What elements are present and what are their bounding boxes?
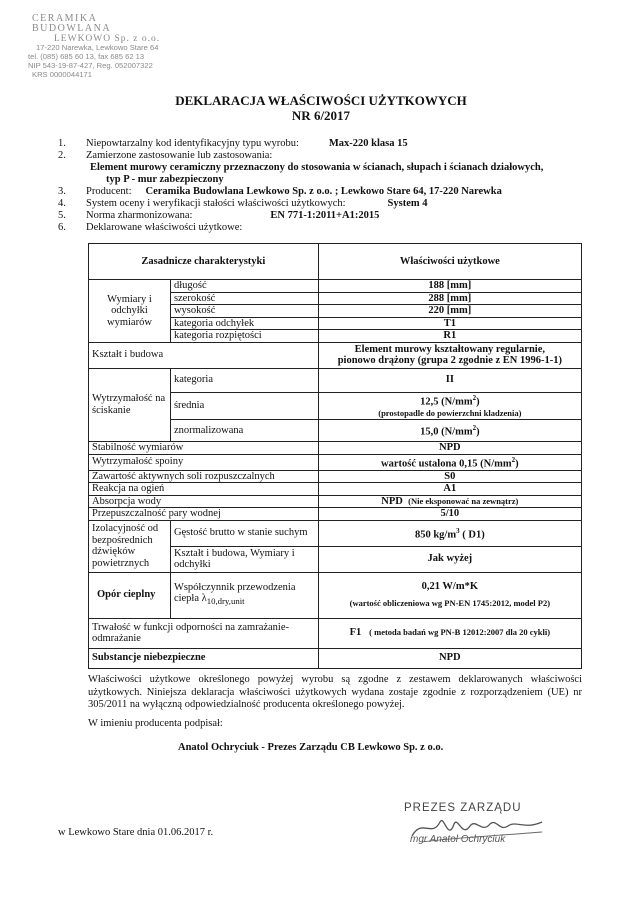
table-row: Wytrzymałość spoiny wartość ustalona 0,15 $(N/mm^2)$ (89, 454, 582, 470)
row-value: NPD (381, 495, 403, 507)
company-stamp (28, 14, 178, 80)
row-note: (Nie eksponować na zewnątrz) (408, 495, 519, 506)
item-label: Producent: (86, 186, 132, 197)
item-2 (58, 150, 598, 186)
dimensions-group-label: Wymiary i odchyłki wymiarów (89, 280, 171, 343)
item-number: 6. (58, 222, 66, 233)
table-row (89, 442, 582, 455)
item-number: 3. (58, 186, 66, 197)
row-label: znormalizowana (170, 420, 318, 442)
item-value: Max-220 klasa 15 (328, 138, 408, 149)
table-row (89, 495, 582, 508)
item-6 (58, 222, 598, 234)
row-label: kategoria rozpiętości (170, 330, 318, 343)
row-note: (prostopadle do powierzchni kladzenia) (378, 407, 522, 418)
properties-table (88, 243, 582, 669)
table-row: Opór cieplny Współczynnik przewodzenia ciepła $\lambda_{10,dry,unit}$ 0,21 W/m*K (wartość obliczeniowa wg PN-EN 1745:2012, model P2) (89, 572, 582, 618)
table-row (89, 368, 582, 392)
item-number: 1. (58, 138, 66, 149)
table-row (89, 483, 582, 496)
row-value: Jak wyżej (318, 546, 581, 572)
row-label: średnia (170, 392, 318, 420)
row-label: kategoria (170, 368, 318, 392)
row-value: II (318, 368, 581, 392)
row-value: wartość ustalona 0,15 (N/mm (381, 458, 512, 469)
row-label: Współczynnik przewodzenia ciepła (173, 581, 296, 605)
item-1 (58, 138, 598, 150)
stamp-line: tel. (085) 685 60 13, fax 685 62 13 (28, 51, 145, 61)
item-5 (58, 210, 598, 222)
signature-stamp-title: PREZES ZARZĄDU (404, 802, 522, 814)
table-row (89, 508, 582, 521)
row-label: Wytrzymałość spoiny (89, 454, 319, 470)
row-value: 12,5 (N/mm (420, 396, 473, 407)
row-value: 220 [mm] (318, 305, 581, 318)
stamp-line: 17-220 Narewka, Lewkowo Stare 64 (36, 43, 159, 52)
row-label: Substancje niebezpieczne (89, 648, 319, 668)
row-value: NPD (318, 442, 581, 455)
row-value: 850 kg/m (414, 529, 457, 540)
acoustic-group-label: Izolacyjność od bezpośrednich dźwięków powietrznych (89, 520, 171, 572)
row-value: A1 (318, 483, 581, 496)
table-row (89, 648, 582, 668)
item-label: Niepowtarzalny kod identyfikacyjny typu wyrobu: (86, 138, 299, 149)
item-label: Norma zharmonizowana: (86, 210, 193, 221)
signed-label: W imieniu producenta podpisał: (88, 718, 223, 729)
conformity-statement: Właściwości użytkowe określonego powyżej wyrobu są zgodne z zestawem deklarowanych właściwości użytkowych. Niniejsza deklaracja właściwości użytkowych wydana zostaje zgodnie z rozporządzeniem (UE) nr 305/2011 na wyłączną odpowiedzialność producenta określonego powyżej. (88, 674, 582, 710)
row-label: Przepuszczalność pary wodnej (89, 508, 319, 521)
item-value: Element murowy ceramiczny przeznaczony do stosowania w ścianach, słupach i ścianach działowych, (90, 162, 544, 173)
header-properties: Właściwości użytkowe (318, 244, 581, 280)
item-4 (58, 198, 598, 210)
place-date: w Lewkowo Stare dnia 01.06.2017 r. (58, 827, 214, 838)
row-value: S0 (318, 470, 581, 483)
item-number: 4. (58, 198, 66, 209)
stamp-line: KRS 0000044171 (32, 69, 92, 79)
row-label: kategoria odchyłek (170, 317, 318, 330)
row-note: ( metoda badań wg PN-B 12012:2007 dla 20 cykli) (369, 627, 551, 638)
row-unit: ( D1) (459, 529, 485, 540)
row-label: wysokość (170, 305, 318, 318)
header-characteristics: Zasadnicze charakterystyki (89, 244, 319, 280)
row-value: 5/10 (318, 508, 581, 521)
item-value: Ceramika Budowlana Lewkowo Sp. z o.o. ; Lewkowo Stare 64, 17-220 Narewka (145, 186, 502, 197)
item-number: 2. (58, 150, 66, 161)
row-value: Element murowy kształtowany regularnie, (354, 343, 546, 355)
row-value: NPD (318, 648, 581, 668)
stamp-line: CERAMIKA BUDOWLANA (32, 13, 112, 34)
signature-stamp-name: mgr Anatol Ochryciuk (410, 834, 506, 845)
row-label: Opór cieplny (89, 572, 171, 618)
signer-name: Anatol Ochryciuk - Prezes Zarządu CB Lewkowo Sp. z o.o. (178, 742, 444, 753)
row-value: 188 [mm] (318, 280, 581, 293)
row-label: długość (170, 280, 318, 293)
row-label: Reakcja na ogień (89, 483, 319, 496)
table-row (89, 470, 582, 483)
row-label: Absorpcja wody (89, 495, 319, 508)
row-label: szerokość (170, 292, 318, 305)
row-value: pionowo drążony (grupa 2 zgodnie z EN 1996-1-1) (337, 355, 562, 366)
table-row: Izolacyjność od bezpośrednich dźwięków powietrznych Gęstość brutto w stanie suchym 850 $kg/m^3$ ( D1) (89, 520, 582, 546)
item-value: EN 771-1:2011+A1:2015 (270, 210, 380, 221)
stamp-line: NIP 543-19-87-427, Reg. 052007322 (28, 60, 153, 70)
table-row (89, 618, 582, 648)
row-label: Zawartość aktywnych soli rozpuszczalnych (89, 470, 319, 483)
row-value: 0,21 W/m*K (421, 580, 479, 592)
row-value: 15,0 (N/mm (420, 426, 473, 438)
row-value: R1 (318, 330, 581, 343)
document-number: NR 6/2017 (291, 108, 351, 123)
item-3 (58, 186, 598, 198)
stamp-line: LEWKOWO Sp. z o.o. (54, 34, 161, 44)
row-label: Trwałość w funkcji odporności na zamrażanie-odmrażanie (89, 618, 319, 648)
row-note: (wartość obliczeniowa wg PN-EN 1745:2012, model P2) (349, 598, 551, 608)
signature-stamp (392, 800, 552, 860)
compressive-group-label: Wytrzymałość na ściskanie (89, 368, 171, 442)
item-value: System 4 (387, 198, 428, 209)
row-label: Gęstość brutto w stanie suchym (170, 520, 318, 546)
row-value: T1 (318, 317, 581, 330)
item-label: Zamierzone zastosowanie lub zastosowania: (86, 150, 273, 161)
table-header-row (89, 244, 582, 280)
table-row: średnia 12,5 $(N/mm^2)$ (prostopadle do powierzchni kladzenia) (89, 392, 582, 420)
document-title: DEKLARACJA WŁAŚCIWOŚCI UŻYTKOWYCH (175, 93, 467, 108)
table-row (89, 280, 582, 293)
declaration-items (58, 138, 598, 234)
table-row (89, 342, 582, 368)
row-label: Stabilność wymiarów (89, 442, 319, 455)
row-subscript: 10,dry,unit (206, 596, 245, 607)
row-value: 288 [mm] (318, 292, 581, 305)
item-value: typ P - mur zabezpieczony (106, 174, 224, 185)
row-label: Kształt i budowa (89, 342, 319, 368)
item-label: Deklarowane właściwości użytkowe: (86, 222, 243, 233)
row-label: Kształt i budowa, Wymiary i odchyłki (170, 546, 318, 572)
item-label: System oceny i weryfikacji stałości właściwości użytkowych: (86, 198, 346, 209)
table-row: znormalizowana 15,0 $(N/mm^2)$ (89, 420, 582, 442)
handwritten-signature-icon (392, 808, 552, 853)
item-number: 5. (58, 210, 66, 221)
row-value: F1 (349, 627, 362, 639)
